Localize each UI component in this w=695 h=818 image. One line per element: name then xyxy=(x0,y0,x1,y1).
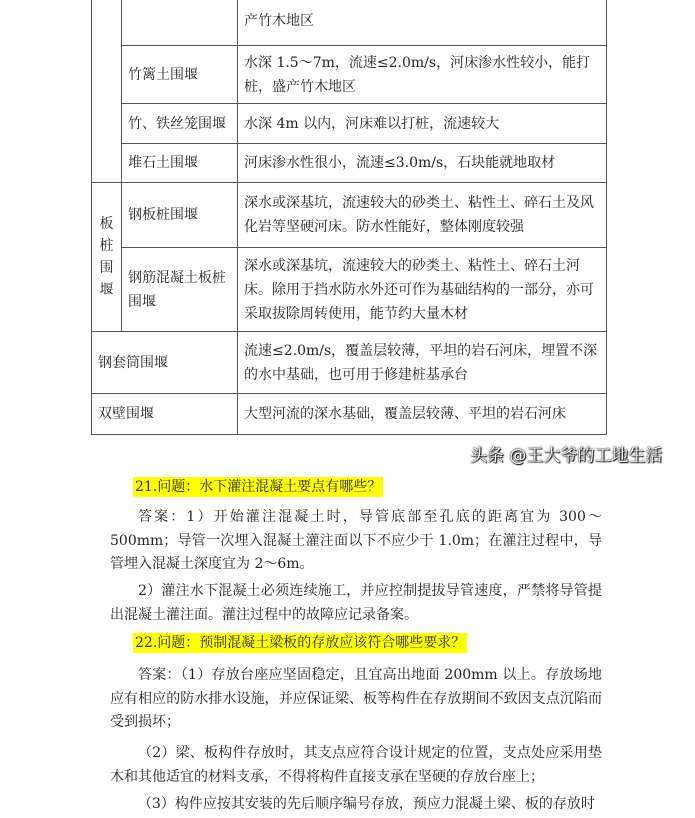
table-cell-desc xyxy=(237,103,607,144)
desc-text: 产竹木地区 xyxy=(244,13,314,29)
type-text: 钢套筒围堰 xyxy=(98,354,168,371)
desc-text: 深水或深基坑，流速较大的砂类土、粘性土、碎石土河床。除用于挡水防水外还可作为基础结构的一部分，亦可采取拔除周转使用，能节约大量木材 xyxy=(244,257,594,322)
table-cell-desc xyxy=(237,247,607,332)
table-cell-desc xyxy=(237,45,607,104)
desc-text: 水深 1.5～7m，流速≤2.0m/s，河床渗水性较小，能打桩，盛产竹木地区 xyxy=(244,54,591,95)
watermark: 头条 @王大爷的工地生活 xyxy=(470,446,663,466)
question-21-heading: 21.问题：水下灌注混凝土要点有哪些？ xyxy=(135,479,382,495)
type-text: 钢筋混凝土板桩围堰 xyxy=(128,269,226,310)
type-text: 竹篱土围堰 xyxy=(128,66,198,83)
table-cell-desc xyxy=(237,0,607,46)
desc-text: 流速≤2.0m/s，覆盖层较薄，平坦的岩石河床，埋置不深的水中基础，也可用于修建桩基承台 xyxy=(244,342,598,383)
table-cell-type xyxy=(91,393,238,435)
table-cell-type xyxy=(121,103,238,144)
table-cell-type xyxy=(91,331,238,394)
table-cell-desc xyxy=(237,331,607,394)
answer-21-part1: 答案：1）开始灌注混凝土时，导管底部至孔底的距离宜为 300～500mm；导管一次埋入混凝土灌注面以下不应少于 1.0m；在灌注过程中，导管埋入混凝土深度宜为 2～6m。 xyxy=(110,509,602,572)
type-text: 堆石土围堰 xyxy=(128,155,198,171)
desc-text: 水深 4m 以内，河床难以打桩，流速较大 xyxy=(244,115,500,132)
table-group-cell-top xyxy=(91,0,122,183)
desc-text: 河床渗水性很小，流速≤3.0m/s，石块能就地取材 xyxy=(244,155,556,171)
table-cell-type xyxy=(121,247,238,332)
table-cell-desc xyxy=(237,143,607,183)
table-cell-desc xyxy=(237,393,607,435)
table-group-cell-sheet-pile xyxy=(91,182,122,332)
answer-22-part2: （2）梁、板构件存放时，其支点应符合设计规定的位置，支点处应采用垫木和其他适宜的材料支承，不得将构件直接支承在坚硬的存放台座上； xyxy=(110,745,602,785)
question-22-heading: 22.问题：预制混凝土梁板的存放应该符合哪些要求？ xyxy=(135,635,466,651)
group-label: 板桩围堰 xyxy=(99,216,114,298)
desc-text: 大型河流的深水基础，覆盖层较薄、平坦的岩石河床 xyxy=(244,406,566,422)
table-cell-type xyxy=(121,143,238,183)
answer-22-part1: 答案：（1）存放台座应坚固稳定，且宜高出地面 200mm 以上。存放场地应有相应的防水排水设施，并应保证梁、板等构件在存放期间不致因支点沉陷而受到损坏； xyxy=(110,667,602,730)
table-cell-type xyxy=(121,0,238,46)
table-cell-type xyxy=(121,45,238,104)
type-text: 竹、铁丝笼围堰 xyxy=(128,115,226,132)
answer-22-part3: （3）构件应按其安装的先后顺序编号存放，预应力混凝土梁、板的存放时 xyxy=(138,796,595,812)
type-text: 双壁围堰 xyxy=(98,406,154,422)
type-text: 钢板桩围堰 xyxy=(128,207,198,223)
table-cell-desc xyxy=(237,182,607,248)
answer-21-part2: 2）灌注水下混凝土必须连续施工，并应控制提拔导管速度，严禁将导管提出混凝土灌注面。灌注过程中的故障应记录备案。 xyxy=(110,583,602,623)
table-cell-type xyxy=(121,182,238,248)
desc-text: 深水或深基坑，流速较大的砂类土、粘性土、碎石土及风化岩等坚硬河床。防水性能好，整体刚度较强 xyxy=(244,195,594,235)
